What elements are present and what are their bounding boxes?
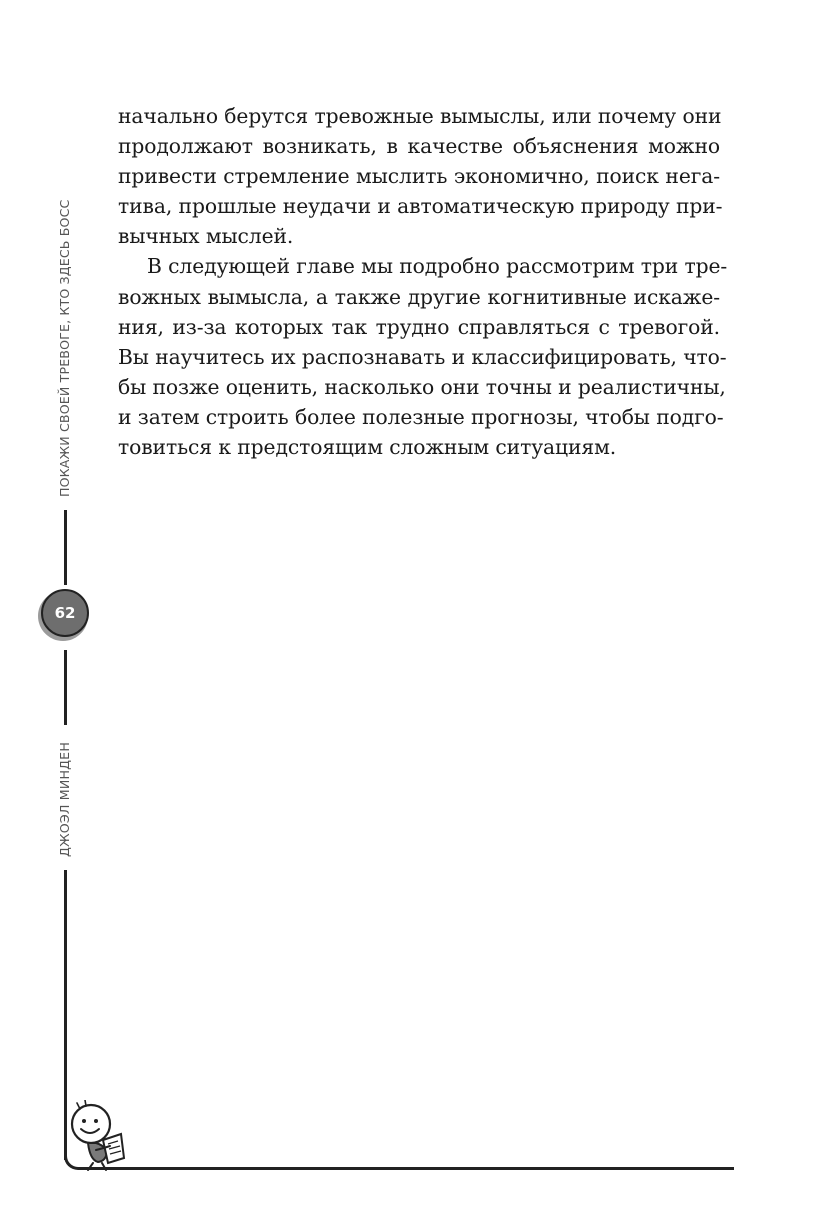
- running-head-author: ДЖОЭЛ МИНДЕН: [57, 741, 72, 857]
- bottom-rule: [64, 1150, 734, 1170]
- side-rule-top: [64, 510, 67, 585]
- side-rule-middle: [64, 650, 67, 725]
- running-head-book-title: ПОКАЖИ СВОЕЙ ТРЕВОГЕ, КТО ЗДЕСЬ БОСС: [57, 199, 72, 497]
- text-line: бы позже оценить, насколько они точны и реалистичны,: [118, 374, 726, 399]
- text-line: В следующей главе мы подробно рассмотрим три тре-: [147, 254, 728, 279]
- text-line: Вы научитесь их распознавать и классифицировать, что-: [118, 344, 727, 369]
- text-line: продолжают возникать, в качестве объяснения можно: [118, 134, 720, 159]
- body-text: [118, 101, 728, 462]
- text-line: и затем строить более полезные прогнозы, чтобы подго-: [118, 404, 724, 429]
- page-number-badge: [38, 589, 92, 643]
- mascot-icon: [66, 1100, 136, 1172]
- text-line: тива, прошлые неудачи и автоматическую природу при-: [118, 194, 723, 219]
- text-line: ния, из-за которых так трудно справляться с тревогой.: [118, 314, 720, 339]
- text-line: вычных мыслей.: [118, 224, 294, 249]
- text-line: начально берутся тревожные вымыслы, или почему они: [118, 104, 722, 128]
- page-number: 62: [41, 589, 89, 637]
- text-line: привести стремление мыслить экономично, поиск нега-: [118, 164, 720, 189]
- text-line: товиться к предстоящим сложным ситуациям.: [118, 435, 617, 460]
- text-line: вожных вымысла, а также другие когнитивные искаже-: [118, 284, 720, 309]
